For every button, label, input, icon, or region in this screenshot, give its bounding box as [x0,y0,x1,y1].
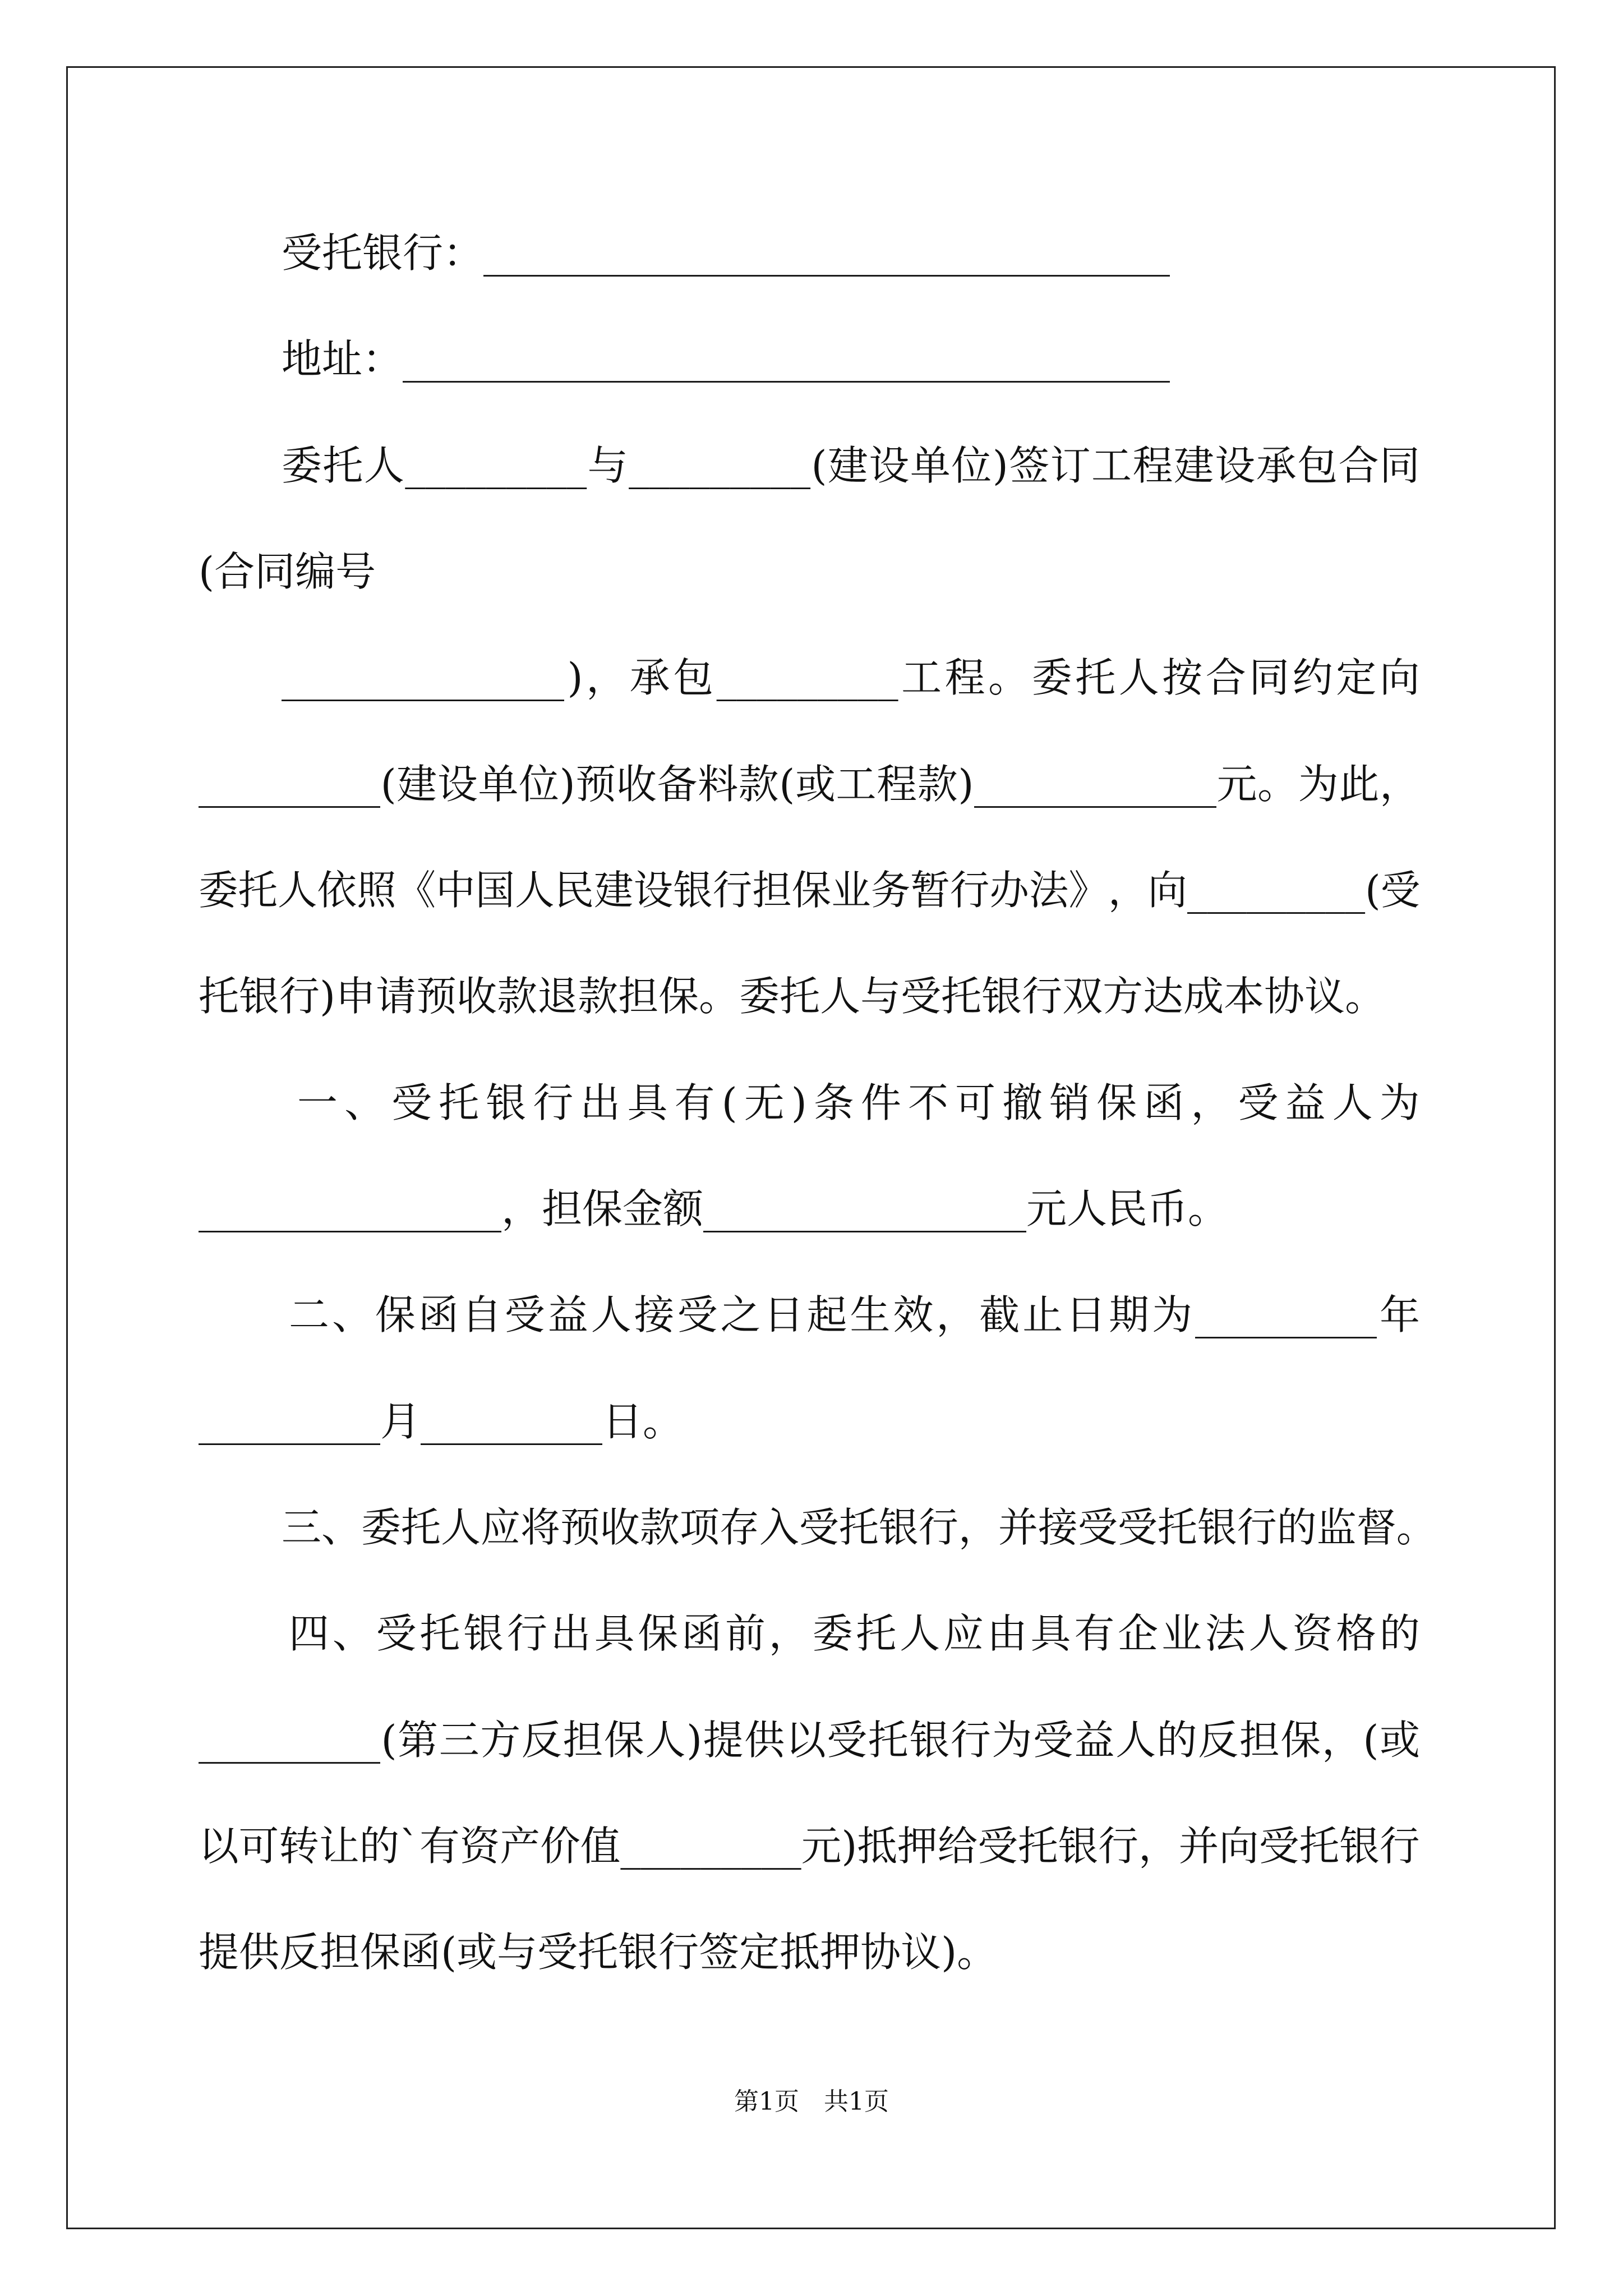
text-line-7: 委 托 人 依 照 《 中 国 人 民 建 设 银 行 担 保 业 务 暂 行 办 法 》 ， 向 _________ ( 受 [199,867,1421,914]
clause-2-line-1: 二 、 保 函 自 受 益 人 接 受 之 日 起 生 效 ， 截 止 日 期 为 _________ 年 [289,1291,1420,1338]
clause-1-line-2: _______________，担保金额________________元人民币。 [199,1185,1229,1232]
text-line-address: 地址：______________________________________ [282,335,1170,383]
text-line-6: _________ ( 建 设 单 位 ) 预 收 备 料 款 ( 或 工 程 款 ) ____________ 元 。 为 此 ， [199,761,1420,808]
clause-4-line-2: _________ ( 第 三 方 反 担 保 人 ) 提 供 以 受 托 银 行 为 受 益 人 的 反 担 保 ， ( 或 [199,1717,1420,1764]
text-line-bank: 受托银行：__________________________________ [282,229,1170,277]
clause-2-line-2: _________月_________日。 [199,1398,684,1445]
text-line-8: 托银行)申请预收款退款担保。委托人与受托银行双方达成本协议。 [199,973,1386,1020]
page-footer: 第1页 共1页 [734,2087,889,2116]
clause-1-line-1: 一 、 受 托 银 行 出 具 有 ( 无 ) 条 件 不 可 撤 销 保 函 ， 受 益 人 为 [297,1079,1420,1126]
clause-4-line-4: 提供反担保函(或与受托银行签定抵押协议)。 [199,1929,998,1976]
clause-4-line-1: 四 、 受 托 银 行 出 具 保 函 前 ， 委 托 人 应 由 具 有 企 业 法 人 资 格 的 [289,1610,1420,1657]
page-frame [66,66,1556,2229]
clause-3: 三、委托人应将预收款项存入受托银行，并接受受托银行的监督。 [282,1504,1436,1551]
clause-4-line-3: 以 可 转 让 的 ` 有 资 产 价 值 _________ 元 ) 抵 押 给 受 托 银 行 ， 并 向 受 托 银 行 [199,1823,1420,1870]
text-line-5: ______________ ) ， 承 包 _________ 工 程 。 委 托 人 按 合 同 约 定 向 [282,654,1420,701]
text-line-4: (合同编号 [199,548,376,595]
text-line-3: 委 托 人 _________ 与 _________ ( 建 设 单 位 ) 签 订 工 程 建 设 承 包 合 同 [282,442,1420,489]
